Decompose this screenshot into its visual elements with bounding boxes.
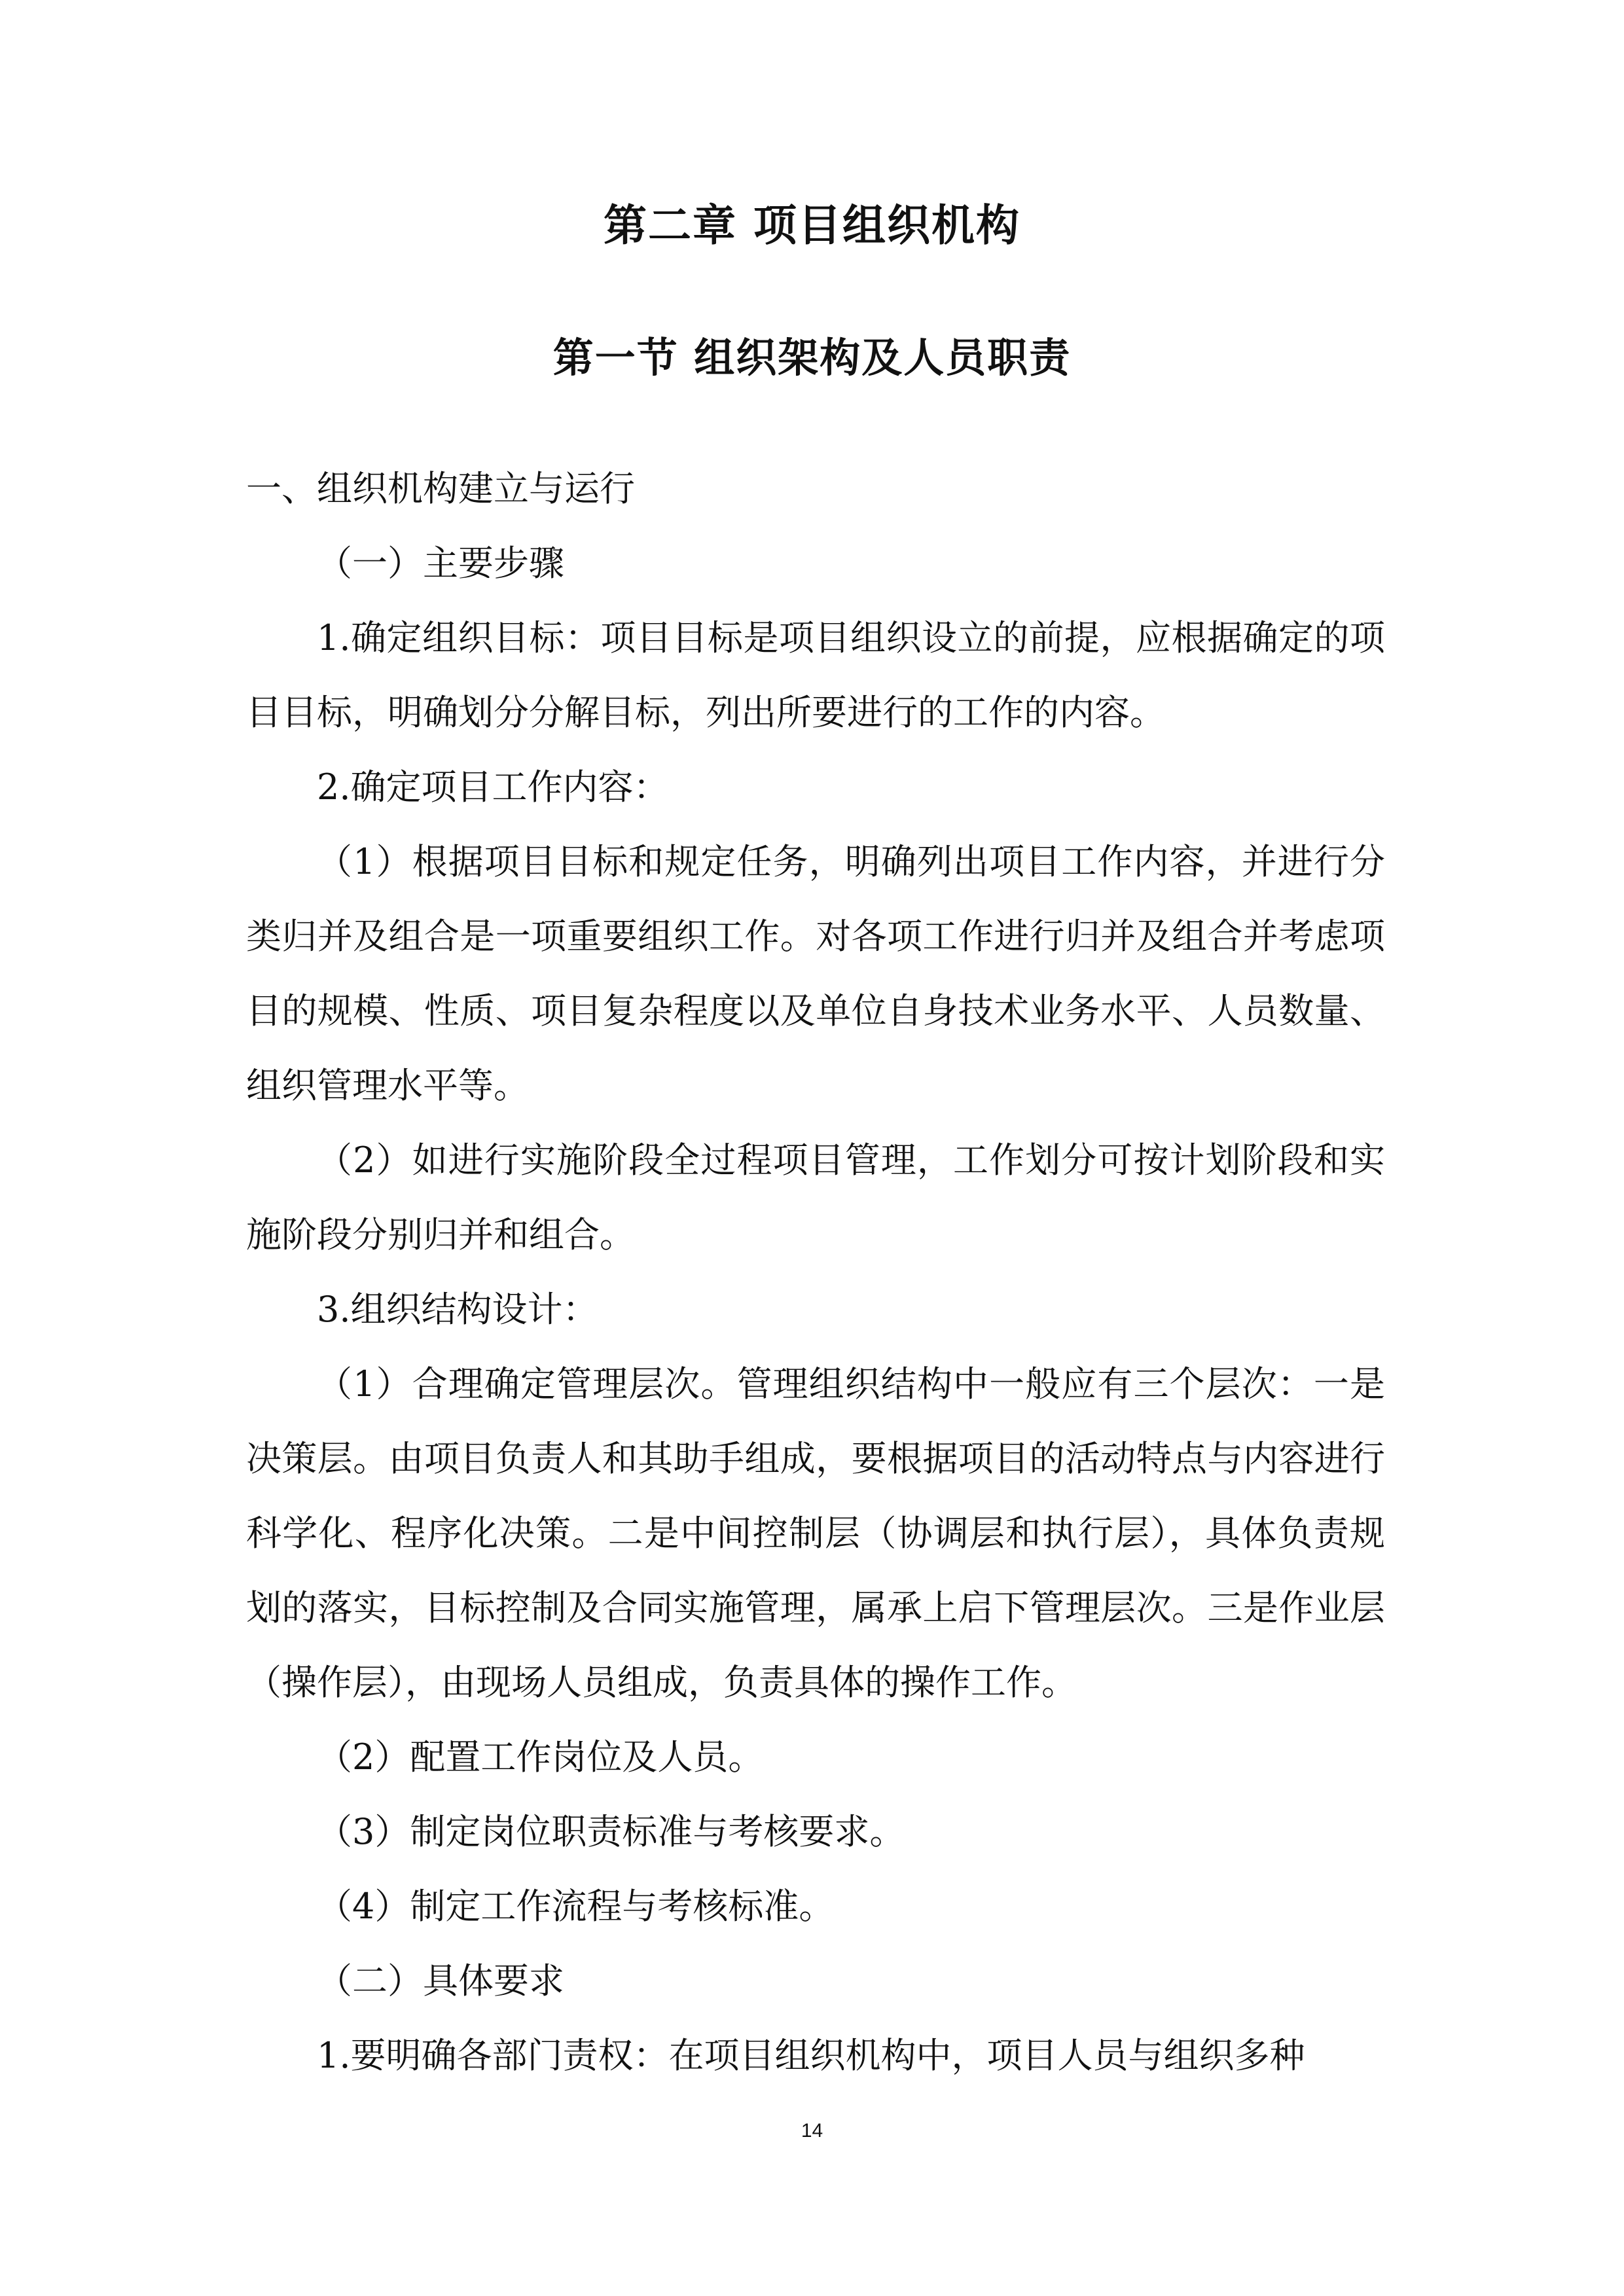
paragraph: （4）制定工作流程与考核标准。 [317,1886,835,1927]
paragraph: 2.确定项目工作内容： [317,766,669,808]
heading-level-2: （二）具体要求 [317,1960,564,2001]
body-text [246,452,1385,2093]
paragraph: （2）配置工作岗位及人员。 [317,1736,764,1778]
heading-level-2: （一）主要步骤 [317,543,564,584]
heading-level-1: 一、组织机构建立与运行 [246,468,635,509]
paragraph: （1）根据项目目标和规定任务，明确列出项目工作内容，并进行分类归并及组合是一项重要组织工作。对各项工作进行归并及组合并考虑项目的规模、性质、项目复杂程度以及单位自身技术业务水平、人员数量、组织管理水平等。 [246,841,1385,1106]
chapter-title: 第二章 项目组织机构 [604,200,1020,251]
section-title: 第一节 组织架构及人员职责 [552,334,1072,382]
paragraph: 1.要明确各部门责权：在项目组织机构中，项目人员与组织多种 [317,2035,1305,2076]
paragraph: （3）制定岗位职责标准与考核要求。 [317,1811,905,1852]
paragraph: 3.组织结构设计： [317,1289,598,1330]
paragraph: （1）合理确定管理层次。管理组织结构中一般应有三个层次：一是决策层。由项目负责人和其助手组成，要根据项目的活动特点与内容进行科学化、程序化决策。二是中间控制层（协调层和执行层），具体负责规划的落实，目标控制及合同实施管理，属承上启下管理层次。三是作业层（操作层），由现场人员组成，负责具体的操作工作。 [246,1363,1385,1703]
page-number: 14 [801,2120,823,2142]
paragraph: （2）如进行实施阶段全过程项目管理，工作划分可按计划阶段和实施阶段分别归并和组合。 [246,1139,1385,1255]
paragraph: 1.确定组织目标：项目目标是项目组织设立的前提，应根据确定的项目目标，明确划分分解目标，列出所要进行的工作的内容。 [246,617,1385,733]
